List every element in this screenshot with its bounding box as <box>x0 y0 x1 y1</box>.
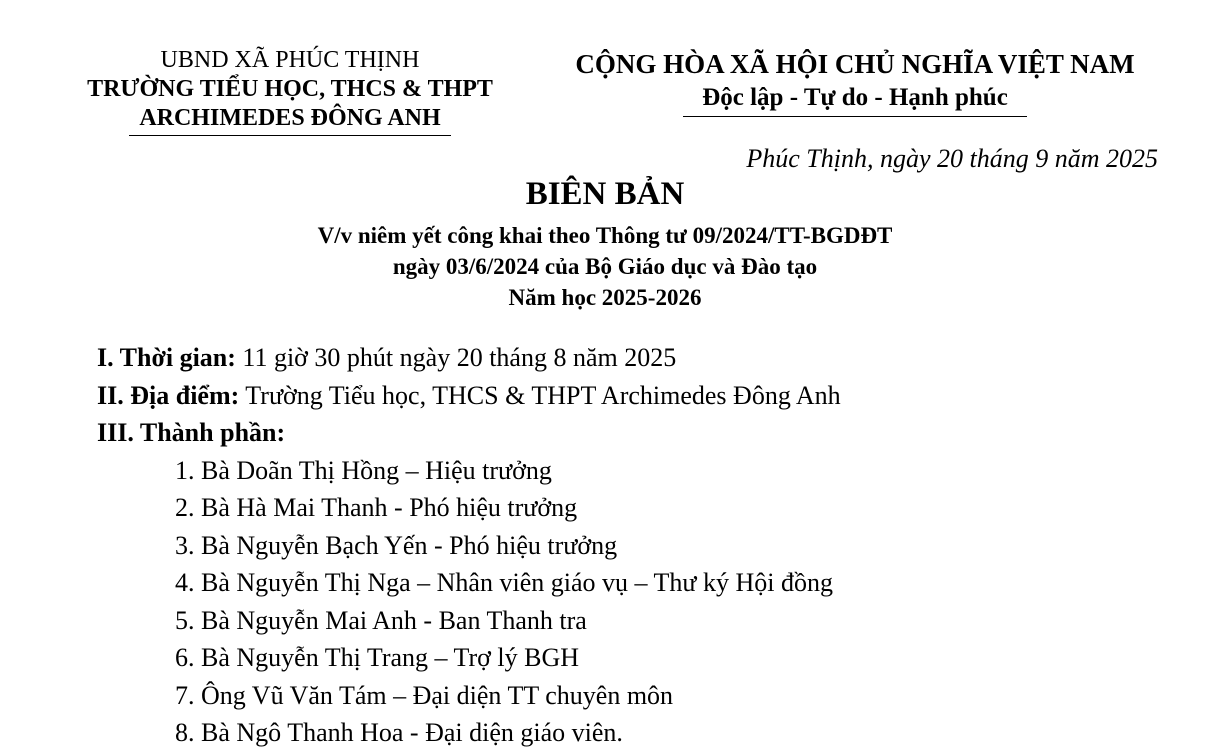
national-motto: Độc lập - Tự do - Hạnh phúc <box>702 84 1008 111</box>
subtitle-line: V/v niêm yết công khai theo Thông tư 09/2024/TT-BGDĐT <box>317 223 893 248</box>
subtitle-line: ngày 03/6/2024 của Bộ Giáo dục và Đào tạo <box>392 254 818 279</box>
members-label: III. Thành phần: <box>97 418 286 447</box>
member-item: 8. Bà Ngô Thanh Hoa - Đại diện giáo viên. <box>175 718 623 747</box>
issuer-header <box>70 46 510 136</box>
time-label: I. Thời gian: <box>97 343 236 372</box>
place-section <box>97 377 841 415</box>
member-item: 5. Bà Nguyễn Mai Anh - Ban Thanh tra <box>175 605 587 635</box>
school-name-line1: TRƯỜNG TIỂU HỌC, THCS & THPT <box>87 76 493 102</box>
document-body <box>97 339 841 752</box>
member-item: 6. Bà Nguyễn Thị Trang – Trợ lý BGH <box>175 643 580 672</box>
time-value: 11 giờ 30 phút ngày 20 tháng 8 năm 2025 <box>235 343 677 372</box>
motto-underline <box>683 116 1027 117</box>
member-item: 7. Ông Vũ Văn Tám – Đại diện TT chuyên môn <box>175 680 674 710</box>
document-title: BIÊN BẢN <box>525 176 685 212</box>
school-name-line2: ARCHIMEDES ĐÔNG ANH <box>139 105 441 131</box>
time-section <box>97 339 841 377</box>
date-line: Phúc Thịnh, ngày 20 tháng 9 năm 2025 <box>746 144 1158 173</box>
national-title: CỘNG HÒA XÃ HỘI CHỦ NGHĨA VIỆT NAM <box>575 49 1135 79</box>
header-underline <box>129 135 451 136</box>
place-value: Trường Tiểu học, THCS & THPT Archimedes Đông Anh <box>239 380 841 410</box>
subtitle-line: Năm học 2025-2026 <box>508 285 702 310</box>
member-item: 4. Bà Nguyễn Thị Nga – Nhân viên giáo vụ – Thư ký Hội đồng <box>175 568 833 597</box>
member-item: 1. Bà Doãn Thị Hồng – Hiệu trưởng <box>175 455 552 485</box>
member-item: 3. Bà Nguyễn Bạch Yến - Phó hiệu trưởng <box>175 530 618 560</box>
issuer-authority: UBND XÃ PHÚC THỊNH <box>160 47 420 73</box>
member-item: 2. Bà Hà Mai Thanh - Phó hiệu trưởng <box>175 493 578 522</box>
document-subtitle <box>0 220 1210 313</box>
national-header <box>545 46 1165 117</box>
place-label: II. Địa điểm: <box>97 380 240 410</box>
